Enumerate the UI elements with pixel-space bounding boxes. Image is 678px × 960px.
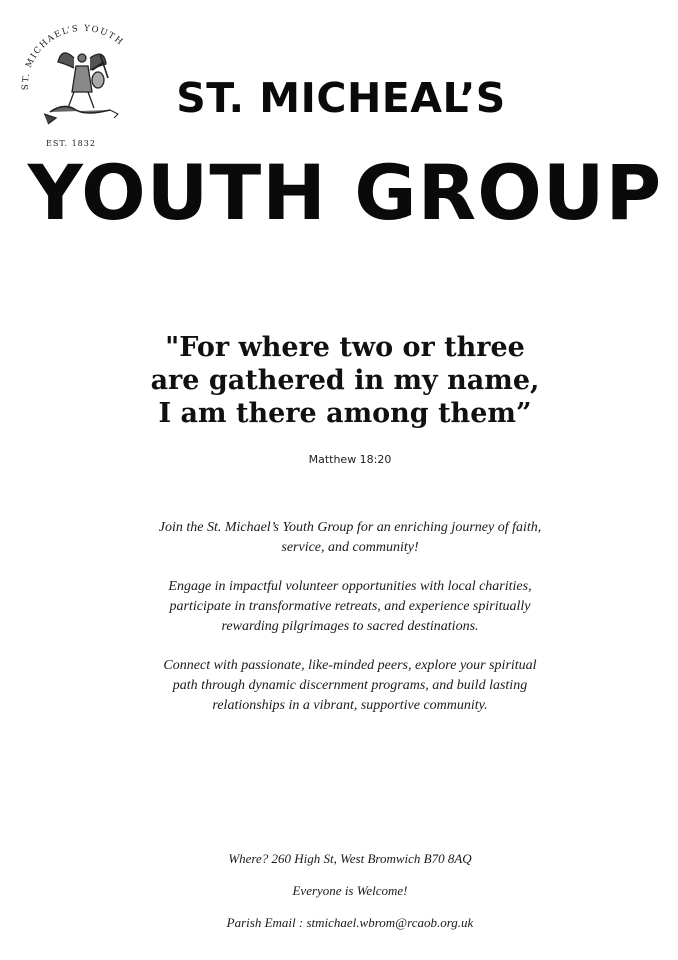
description-line: relationships in a vibrant, supportive community.: [212, 698, 488, 713]
description-line: Join the St. Michael’s Youth Group for an enriching journey of faith,: [158, 520, 542, 535]
description-line: path through dynamic discernment programs, and build lasting: [172, 678, 528, 693]
quote-line: are gathered in my name,: [150, 365, 540, 396]
description-line: participate in transformative retreats, and experience spiritually: [169, 599, 531, 614]
page-title-line-1: ST. MICHEAL’S: [176, 74, 506, 122]
description-line: Connect with passionate, like-minded peers, explore your spiritual: [163, 658, 537, 673]
quote-line: I am there among them”: [158, 398, 532, 429]
description-line: service, and community!: [281, 540, 419, 555]
logo-circle-text: ST. MICHAEL’S YOUTH: [20, 23, 126, 91]
logo-established-text: EST. 1832: [46, 139, 96, 148]
welcome-text: Everyone is Welcome!: [292, 883, 408, 898]
quote-line: "For where two or three: [165, 332, 525, 363]
scripture-reference: Matthew 18:20: [308, 453, 392, 466]
description-paragraph: [22, 656, 678, 716]
footer-info: [0, 850, 678, 946]
description-paragraph: [22, 518, 678, 558]
description-line: Engage in impactful volunteer opportunities with local charities,: [168, 579, 532, 594]
parish-email-text: Parish Email : stmichael.wbrom@rcaob.org.uk: [226, 915, 474, 930]
description-body: [0, 518, 678, 735]
description-paragraph: [22, 577, 678, 637]
description-line: rewarding pilgrimages to sacred destinations.: [221, 619, 479, 634]
location-text: Where? 260 High St, West Bromwich B70 8AQ: [228, 851, 472, 866]
page-title-line-2: YOUTH GROUP: [27, 148, 663, 237]
scripture-quote: [0, 331, 678, 430]
